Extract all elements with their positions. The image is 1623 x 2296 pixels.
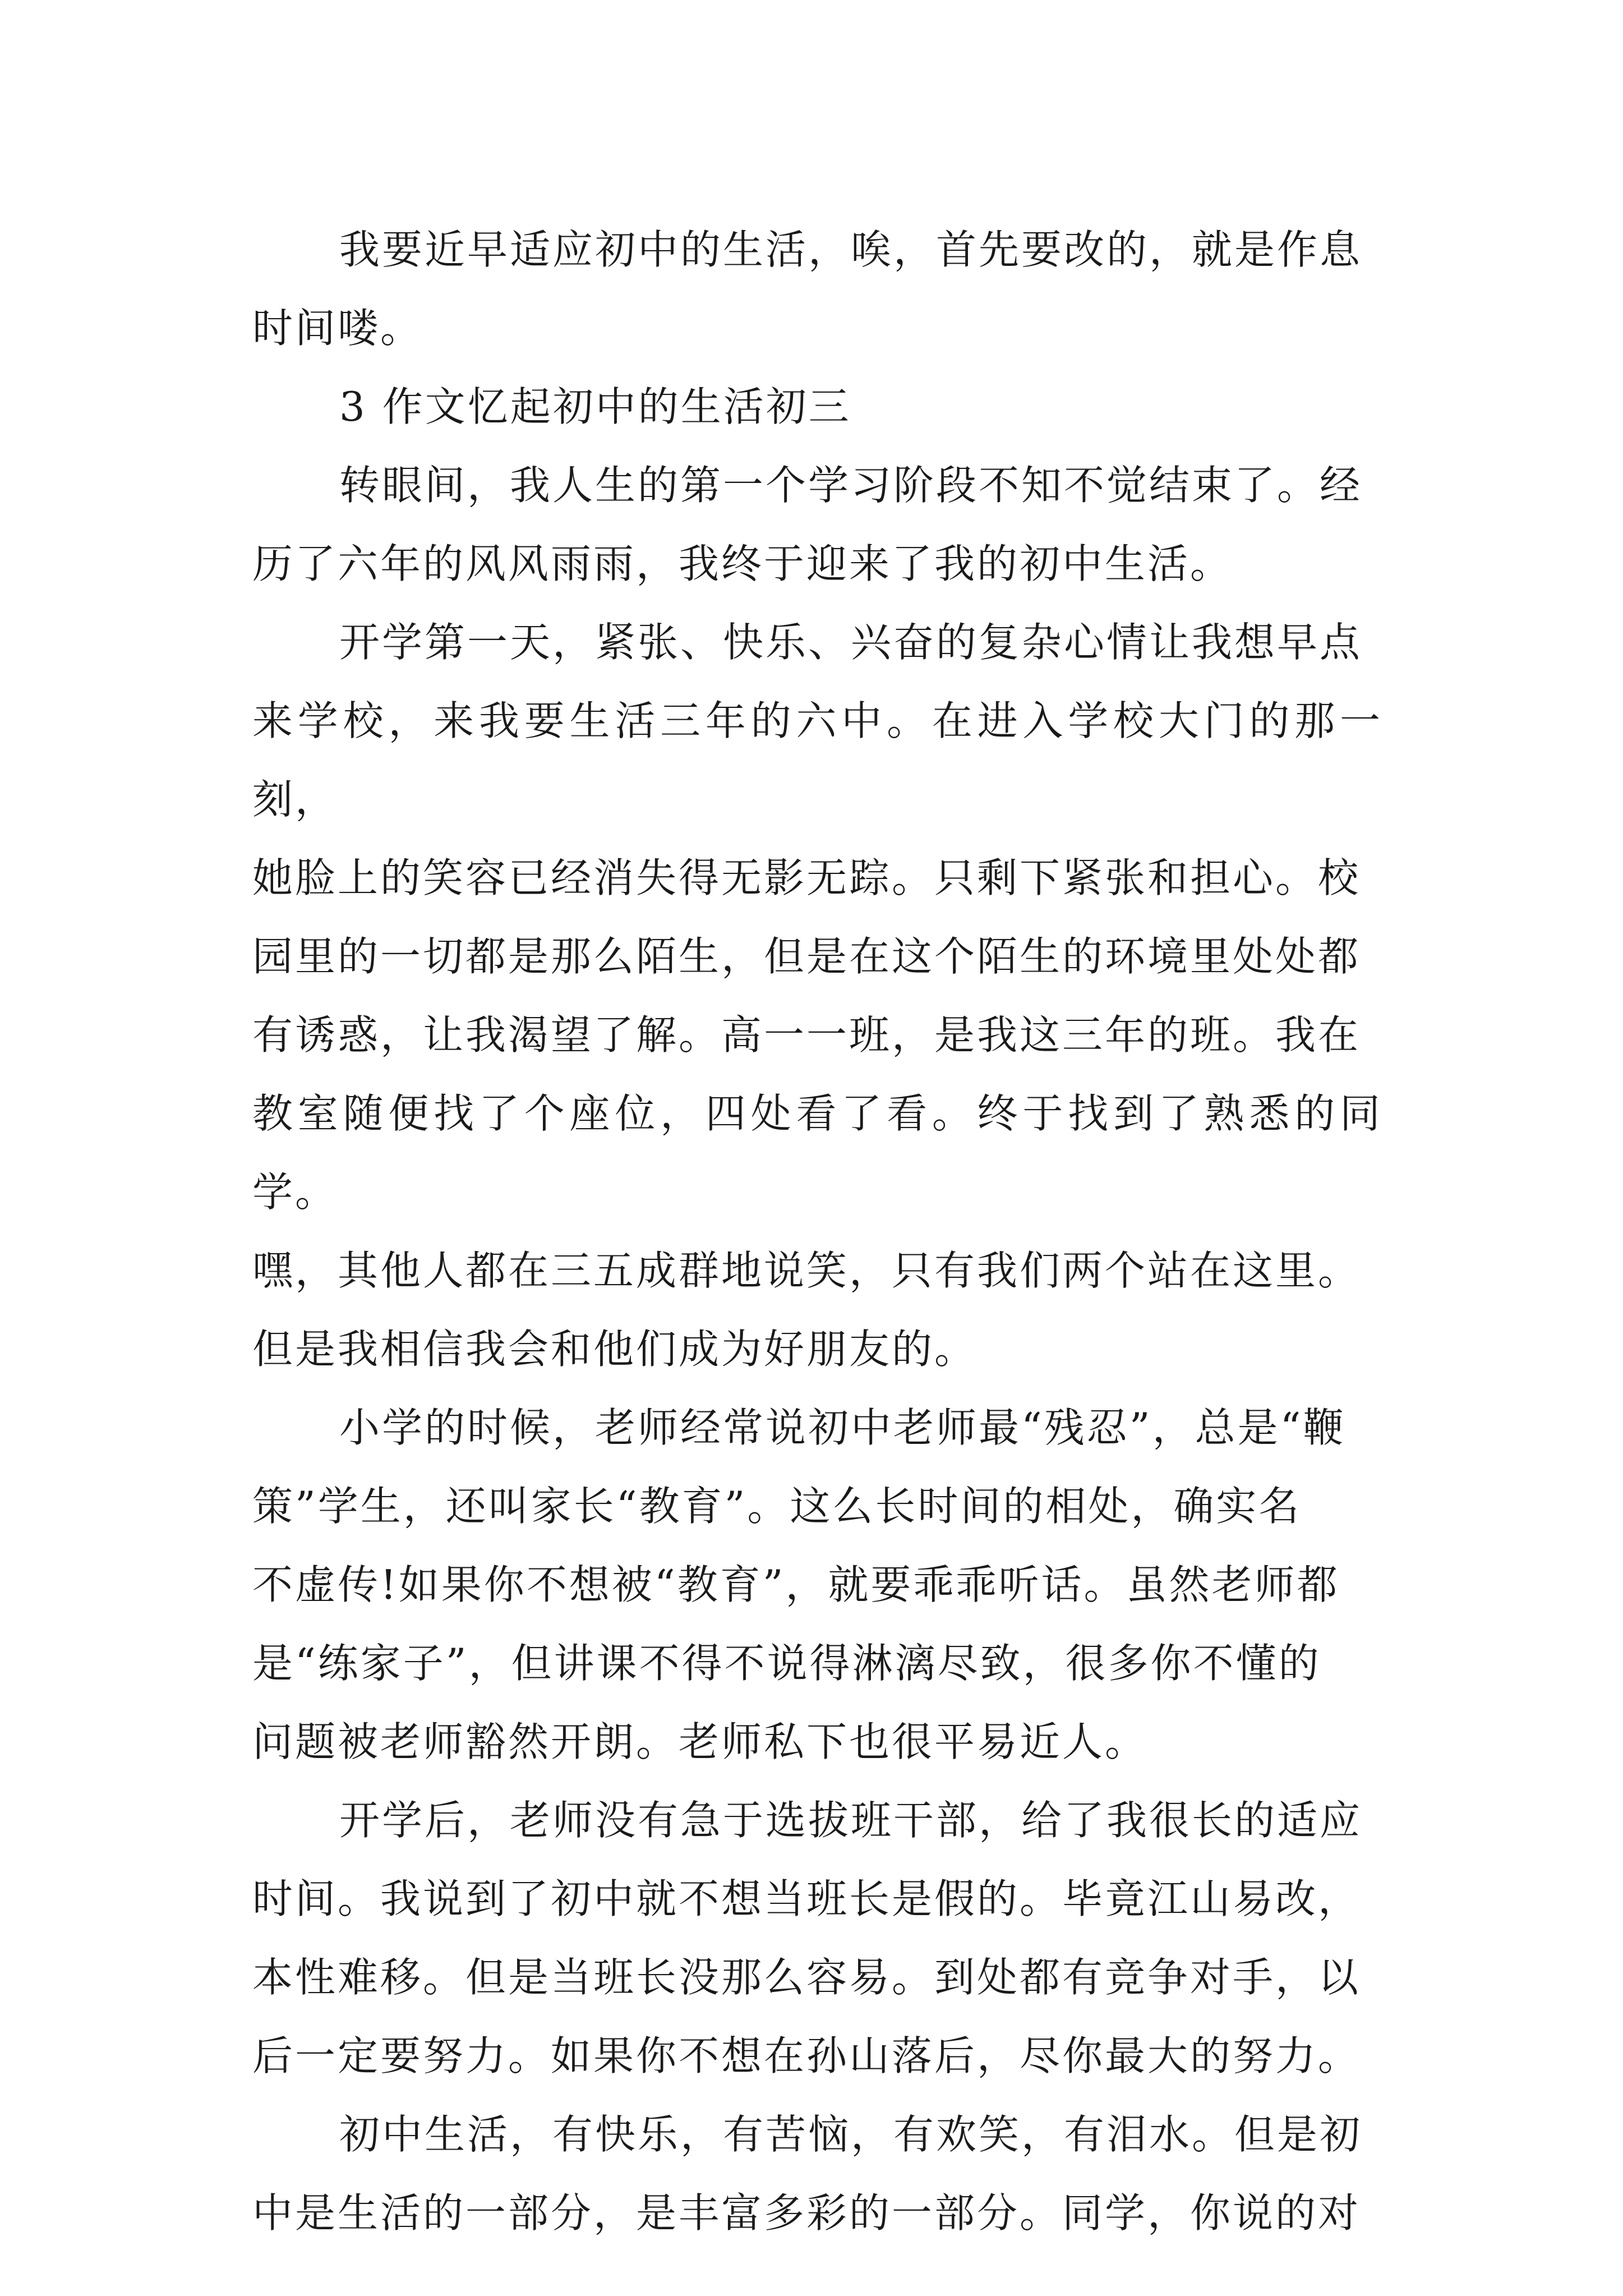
paragraph-2: [252, 446, 1382, 603]
text-line: 不虚传!如果你不想被“教育”，就要乖乖听话。虽然老师都: [252, 1561, 1340, 1608]
text-line: 她脸上的笑容已经消失得无影无踪。只剩下紧张和担心。校: [252, 854, 1361, 901]
text-line: 时间喽。: [252, 305, 423, 352]
text-line: 教室随便找了个座位，四处看了看。终于找到了熟悉的同学。: [252, 1090, 1382, 1216]
text-line: 开学后，老师没有急于选拔班干部，给了我很长的适应: [339, 1797, 1363, 1844]
text-line: 后一定要努力。如果你不想在孙山落后，尽你最大的努力。: [252, 2032, 1361, 2079]
text-line: 来学校，来我要生活三年的六中。在进入学校大门的那一刻，: [252, 697, 1382, 823]
text-line: 时间。我说到了初中就不想当班长是假的。毕竟江山易改，: [252, 1875, 1361, 1922]
text-line: 我要近早适应初中的生活，唉，首先要改的，就是作息: [339, 226, 1363, 273]
text-line: 本性难移。但是当班长没那么容易。到处都有竞争对手，以: [252, 1954, 1361, 2001]
text-line: 策”学生，还叫家长“教育”。这么长时间的相处，确实名: [252, 1483, 1302, 1530]
paragraph-6: [252, 2095, 1382, 2252]
section-heading: 3 作文忆起初中的生活初三: [339, 383, 851, 430]
paragraph-4: [252, 1388, 1382, 1781]
text-line: 转眼间，我人生的第一个学习阶段不知不觉结束了。经: [339, 462, 1363, 509]
text-line: 小学的时候，老师经常说初中老师最“残忍”，总是“鞭: [339, 1404, 1346, 1451]
text-line: 开学第一天，紧张、快乐、兴奋的复杂心情让我想早点: [339, 619, 1363, 666]
paragraph-3: [252, 603, 1382, 1388]
text-line: 嘿，其他人都在三五成群地说笑，只有我们两个站在这里。: [252, 1247, 1361, 1294]
text-line: 是“练家子”，但讲课不得不说得淋漓尽致，很多你不懂的: [252, 1640, 1321, 1687]
document-body: [252, 210, 1382, 2252]
text-line: 问题被老师豁然开朗。老师私下也很平易近人。: [252, 1718, 1148, 1765]
text-line: 初中生活，有快乐，有苦恼，有欢笑，有泪水。但是初: [339, 2111, 1363, 2158]
paragraph-5: [252, 1781, 1382, 2095]
text-line: 园里的一切都是那么陌生，但是在这个陌生的环境里处处都: [252, 933, 1361, 980]
paragraph-1: [252, 210, 1382, 367]
text-line: 有诱惑，让我渴望了解。高一一班，是我这三年的班。我在: [252, 1011, 1361, 1059]
text-line: 中是生活的一部分，是丰富多彩的一部分。同学，你说的对: [252, 2189, 1361, 2237]
text-line: 但是我相信我会和他们成为好朋友的。: [252, 1326, 978, 1373]
text-line: 历了六年的风风雨雨，我终于迎来了我的初中生活。: [252, 540, 1233, 587]
